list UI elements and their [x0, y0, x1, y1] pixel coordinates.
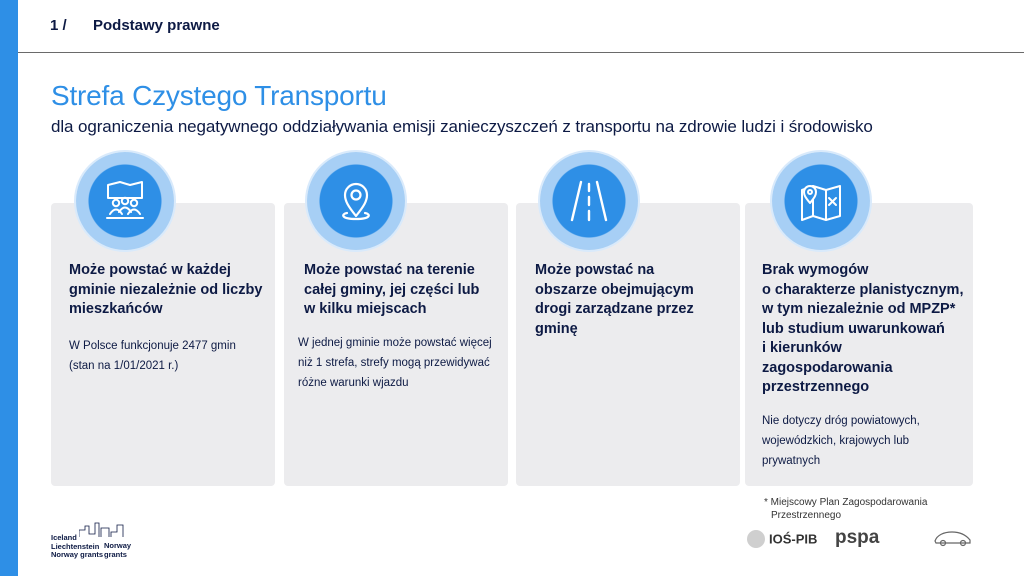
card-title: Może powstać w każdej gminie niezależnie od liczby mieszkańców	[69, 262, 263, 317]
location-pin-icon	[307, 152, 405, 250]
info-card-3	[516, 203, 740, 486]
info-card-2	[284, 203, 508, 486]
eea-norway-grants-logo: Iceland Liechtenstein Norway grants Norway grants	[51, 522, 136, 560]
map-pin-icon	[772, 152, 870, 250]
card-description: W jednej gminie może powstać więcej niż 1 strefa, strefy mogą przewidywać różne warunki wjazdu	[298, 337, 492, 389]
section-title: Podstawy prawne	[93, 17, 220, 34]
road-icon	[540, 152, 638, 250]
people-map-icon	[76, 152, 174, 250]
info-card-4	[745, 203, 973, 486]
header-bar	[18, 0, 1024, 53]
section-number: 1 /	[50, 17, 67, 34]
page-title: Strefa Czystego Transportu	[51, 80, 387, 111]
page-subtitle: dla ograniczenia negatywnego oddziaływania emisji zanieczyszczeń z transportu na zdrowie ludzi i środowisko	[51, 117, 873, 136]
footnote: * Miejscowy Plan Zagospodarowania Przestrzennego	[764, 497, 928, 521]
card-description: Nie dotyczy dróg powiatowych, wojewódzkich, krajowych lub prywatnych	[762, 415, 920, 467]
side-accent-bar	[0, 0, 18, 576]
car-logo-icon	[932, 528, 974, 553]
card-description: W Polsce funkcjonuje 2477 gmin (stan na 1/01/2021 r.)	[69, 340, 236, 372]
ios-pib-logo: IOŚ-PIB	[747, 530, 817, 548]
card-title: Może powstać na terenie całej gminy, jej części lub w kilku miejscach	[304, 262, 480, 317]
card-title: Brak wymogów o charakterze planistycznym, w tym niezależnie od MPZP* lub studium uwarunkowań i kierunków zagospodarowania przestrzennego	[762, 262, 964, 395]
card-title: Może powstać na obszarze obejmującym drogi zarządzane przez gminę	[535, 262, 694, 337]
info-card-1	[51, 203, 275, 486]
pspa-logo: pspa	[835, 527, 880, 548]
